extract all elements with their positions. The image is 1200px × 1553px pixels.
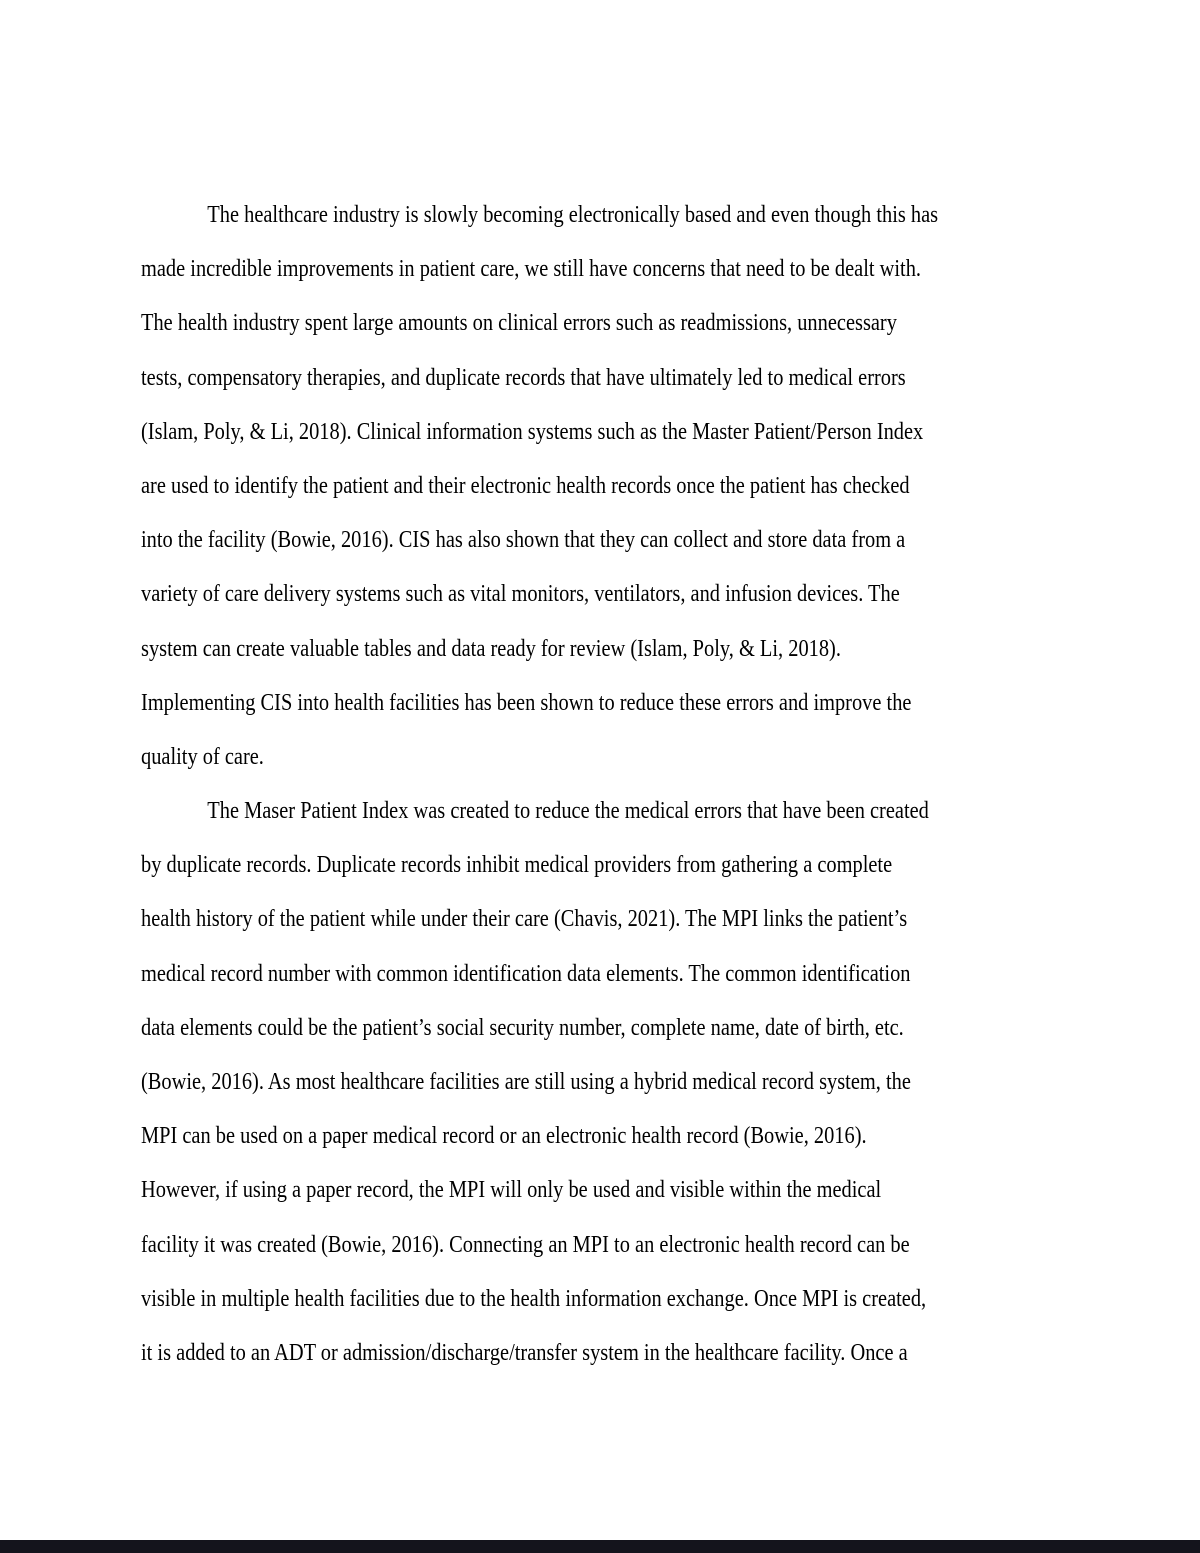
text-line: by duplicate records. Duplicate records inhibit medical providers from gathering a complete <box>141 852 893 879</box>
text-line: quality of care. <box>141 743 264 770</box>
text-line: into the facility (Bowie, 2016). CIS has also shown that they can collect and store data from a <box>141 527 906 554</box>
text-line: system can create valuable tables and data ready for review (Islam, Poly, & Li, 2018). <box>141 635 841 662</box>
essay-text-block <box>141 188 1141 1380</box>
text-line: Implementing CIS into health facilities has been shown to reduce these errors and improve the <box>141 689 912 716</box>
text-line: However, if using a paper record, the MPI will only be used and visible within the medical <box>141 1177 882 1204</box>
text-line: The health industry spent large amounts on clinical errors such as readmissions, unnecessary <box>141 310 897 337</box>
text-line: it is added to an ADT or admission/discharge/transfer system in the healthcare facility. Once a <box>141 1339 908 1366</box>
text-line: medical record number with common identification data elements. The common identification <box>141 960 911 987</box>
text-line: (Bowie, 2016). As most healthcare facilities are still using a hybrid medical record system, the <box>141 1069 911 1095</box>
text-line: visible in multiple health facilities due to the health information exchange. Once MPI is created, <box>141 1285 927 1312</box>
text-line: tests, compensatory therapies, and duplicate records that have ultimately led to medical errors <box>141 364 906 391</box>
text-line: are used to identify the patient and their electronic health records once the patient has checked <box>141 472 910 499</box>
text-line: MPI can be used on a paper medical record or an electronic health record (Bowie, 2016). <box>141 1123 867 1150</box>
text-line: variety of care delivery systems such as vital monitors, ventilators, and infusion devices. The <box>141 581 900 608</box>
text-line: The Maser Patient Index was created to reduce the medical errors that have been created <box>207 798 929 825</box>
text-line: The healthcare industry is slowly becoming electronically based and even though this has <box>207 202 939 228</box>
viewer-footer-bar <box>0 1540 1200 1553</box>
text-line: data elements could be the patient’s social security number, complete name, date of birth, etc. <box>141 1014 904 1041</box>
text-line: facility it was created (Bowie, 2016). Connecting an MPI to an electronic health record can be <box>141 1231 910 1258</box>
text-line: (Islam, Poly, & Li, 2018). Clinical information systems such as the Master Patient/Person Index <box>141 418 924 445</box>
text-line: made incredible improvements in patient care, we still have concerns that need to be dealt with. <box>141 256 922 283</box>
text-line: health history of the patient while under their care (Chavis, 2021). The MPI links the patient’s <box>141 906 908 933</box>
